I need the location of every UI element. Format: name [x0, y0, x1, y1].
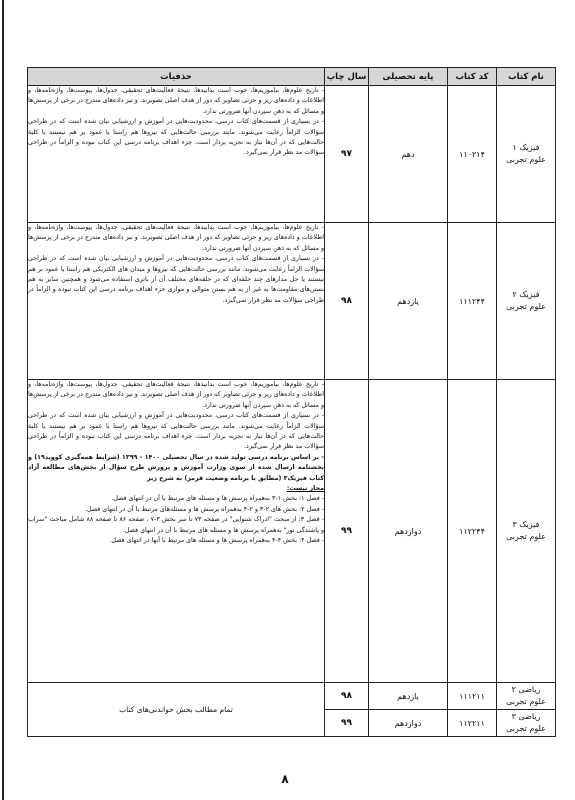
deletions-table [27, 67, 556, 737]
book-track: علوم تجربی [506, 155, 546, 164]
print-year-cell: ۹۸ [325, 223, 369, 380]
book-title: فیزیک ۲ [512, 290, 540, 299]
book-code-cell: ۱۱۲۲۱۱ [448, 710, 497, 737]
grade-cell: یازدهم [369, 223, 448, 380]
book-code-cell: ۱۱۲۲۴۴ [448, 380, 497, 683]
deletion-note: - در بسیاری از قسمت‌های کتاب درسی، محدودیت‌هایی در آموزش و ارزشیابی بیان شده است که در طراحی سؤالات الزاماً رعایت می‌شوند. مانند بررسی حالت‌هایی که نیروها هم راستا یا عمود بر هم نیستند یا کلیهٔ حالت‌هایی که در آن‌ها نیاز به تجزیه بردار است، جزء اهداف برنامه درسی این کتاب نبوده و الزاماً در طراحی سؤالات مد نظر قرار نمی‌گیرد. [28, 412, 324, 451]
book-name-cell [497, 380, 556, 683]
table-row [28, 223, 556, 380]
deletions-cell [28, 223, 325, 380]
book-track: علوم تجربی [506, 724, 546, 733]
deletion-note: - تاریخ علوم‌ها، بیاموزیم‌ها، خوب است بدانیدها، نتیجهٔ فعالیت‌های تحقیقی، جدول‌ها، پیوست‌ها، واژه‌نامه‌ها، و اطلاعات و داده‌های ریز و جزئی تصاویر که دور از هدف اصلی تصویرند، و نیز داده‌های مندرج در برخی از پرسش‌ها و مسائل که به ذهن سپردن آنها ضرورتی ندارد. [28, 224, 324, 252]
deletion-note: - در بسیاری از قسمت‌های کتاب درسی، محدودیت‌هایی در آموزش و ارزشیابی بیان شده است که در طراحی سؤالات الزاماً رعایت می‌شوند. مانند بررسی حالت‌هایی که نیروها و میدان های الکتریکی هم راستا یا عمود بر هم نیستند یا حل مدارهای چند حلقه‌ای که در حلقه‌های مختلف آن از باتری استفاده می‌شود و همچنین سایر به هم بستن‌های مقاومت‌ها به غیر از به هم بستن متوالی و موازی جزء اهداف برنامه درسی این کتاب نبوده و الزاماً در طراحی سؤالات مد نظر قرار نمی‌گیرد. [28, 255, 324, 304]
grade-cell: دوازدهم [369, 380, 448, 683]
chapter-note: - فصل ۱: بخش ۱-۳ به‌همراه پرسش ها و مسئله های مرتبط با آن در انتهای فصل. [111, 495, 324, 503]
header-book-name: نام کتاب [497, 68, 556, 86]
book-code-cell: ۱۱۱۲۱۱ [448, 683, 497, 710]
deletion-note: - در بسیاری از قسمت‌های کتاب درسی، محدودیت‌هایی در آموزش و ارزشیابی بیان شده است که در طراحی سؤالات الزاماً رعایت می‌شوند. مانند بررسی حالت‌هایی که نیروها هم راستا یا عمود بر هم نیستند یا کلیهٔ حالت‌هایی که در آن‌ها نیاز به تجزیه بردار است، جزء اهداف برنامه درسی این کتاب نبوده و الزاماً در طراحی سؤالات مد نظر قرار نمی‌گیرد. [28, 118, 324, 157]
deletions-cell [28, 86, 325, 223]
grade-cell: یازدهم [369, 683, 448, 710]
chapter-note: - فصل ۴: بخش ۴-۴ به‌همراه پرسش ها و مسئله های مرتبط با آنها در انتهای فصل. [109, 537, 324, 545]
print-year-cell: ۹۹ [325, 710, 369, 737]
print-year-cell: ۹۹ [325, 380, 369, 683]
header-grade: پایه تحصیلی [369, 68, 448, 86]
table-row [28, 683, 556, 710]
book-name-cell [497, 683, 556, 710]
math-deletions-cell: تمام مطالب بخش خواندنی‌های کتاب [28, 683, 325, 737]
book-name-cell [497, 710, 556, 737]
grade-cell: دوازدهم [369, 710, 448, 737]
book-track: علوم تجربی [506, 697, 546, 706]
page-number: ۸ [281, 772, 289, 786]
chapter-note: - فصل ۳: از مبحث "ادراک شنوایی" در صفحه ۷۳ تا سر بخش ۳-۷ ، صفحه ۸۶ تا صفحه ۸۸ شامل مباحث "سراب و پاشندگی نور" به‌همراه پرسش ها و مسئله های مرتبط با آن در انتهای فصل. [28, 516, 325, 534]
book-title: فیزیک ۱ [512, 143, 540, 152]
table-header-row [28, 68, 556, 86]
chapter-note: - فصل ۲: بخش های ۲-۳ و ۲-۴ به‌همراه پرسش ها و مسئله‌های مرتبط با آن در انتهای فصل. [85, 505, 324, 513]
grade-cell: دهم [369, 86, 448, 223]
book-track: علوم تجربی [506, 532, 546, 541]
deletions-cell [28, 380, 325, 683]
deletion-note: - تاریخ علوم‌ها، بیاموزیم‌ها، خوب است بدانیدها، نتیجهٔ فعالیت‌های تحقیقی، جدول‌ها، پیوست‌ها، واژه‌نامه‌ها، و اطلاعات و داده‌های ریز و جزئی تصاویر که دور از هدف اصلی تصویرند، و نیز داده‌های مندرج در برخی از پرسش‌ها و مسائل که به ذهن سپردن آنها ضرورتی ندارد. [28, 87, 324, 115]
book-code-cell: ۱۱۱۲۴۴ [448, 223, 497, 380]
header-deletions: حذفیات [28, 68, 325, 86]
table-row [28, 380, 556, 683]
not-allowed-heading: مجاز نیست: [286, 485, 324, 493]
book-title: ریاضی ۳ [511, 712, 541, 721]
book-name-cell [497, 86, 556, 223]
page-edge-line [2, 0, 4, 800]
header-book-code: کد کتاب [448, 68, 497, 86]
deletion-note: - تاریخ علوم‌ها، بیاموزیم‌ها، خوب است بدانیدها، نتیجهٔ فعالیت‌های تحقیقی، جدول‌ها، پیوست‌ها، واژه‌نامه‌ها، و اطلاعات و داده‌های ریز و جزئی تصاویر که دور از هدف اصلی تصویرند، و نیز داده‌های مندرج در برخی از پرسش‌ها و مسائل که به ذهن سپردن آنها ضرورتی ندارد. [28, 381, 324, 409]
print-year-cell: ۹۷ [325, 86, 369, 223]
deletion-note: - بر اساس برنامه درسی تولید شده در سال تحصیلی ۱۴۰۰ - ۱۳۹۹ (شرایط همه‌گیری کووید۱۹) و بخشنامه ارسال شده از سوی وزارت آموزش و پرورش طرح سؤال از بخش‌های مطالعه آزاد کتاب فیزیک۳ (مطابق با برنامه وضعیت قرمز) به شرح زیر [28, 453, 325, 482]
book-track: علوم تجربی [506, 302, 546, 311]
book-name-cell [497, 223, 556, 380]
print-year-cell: ۹۸ [325, 683, 369, 710]
book-title: فیزیک ۳ [512, 520, 540, 529]
header-print-year: سال چاپ [325, 68, 369, 86]
book-title: ریاضی ۲ [511, 685, 541, 694]
table-row [28, 86, 556, 223]
book-code-cell: ۱۱۰۲۱۴ [448, 86, 497, 223]
